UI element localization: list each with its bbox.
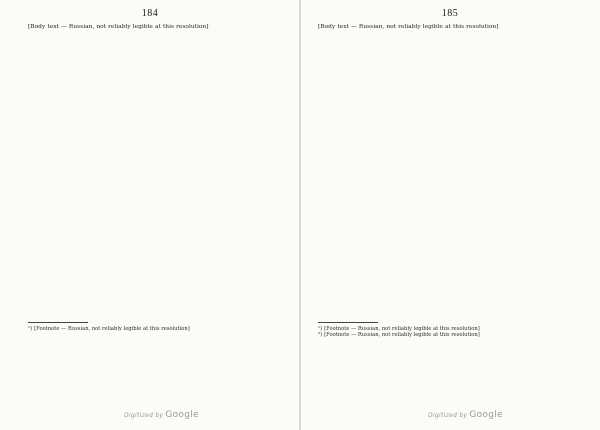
footnote-text: [Footnote — Russian, not reliably legible at this resolution] [324, 326, 480, 332]
google-watermark [428, 410, 503, 420]
page-body-text: [Body text — Russian, not reliably legible at this resolution] [318, 24, 499, 30]
footnote-marker: ¹) [28, 326, 33, 332]
watermark-prefix: Digitized by [124, 412, 164, 419]
footnotes [28, 326, 274, 332]
footnote-divider [318, 322, 378, 323]
footnote-text: [Footnote — Russian, not reliably legible at this resolution] [324, 332, 480, 339]
google-watermark [124, 410, 199, 420]
footnote-divider [28, 322, 88, 323]
footnotes [318, 326, 564, 339]
page-number: 184 [141, 8, 159, 19]
watermark-prefix: Digitized by [428, 412, 468, 419]
footnote [28, 326, 274, 332]
page-number: 185 [441, 8, 459, 19]
right-page [300, 0, 600, 430]
page-body-text: [Body text — Russian, not reliably legible at this resolution] [28, 24, 209, 30]
footnote-text: [Footnote — Russian, not reliably legible at this resolution] [34, 326, 190, 332]
watermark-brand: Google [165, 410, 199, 420]
footnote-marker: ¹) [318, 326, 323, 332]
footnote [318, 332, 564, 338]
watermark-brand: Google [469, 410, 503, 420]
footnote-marker: ²) [318, 332, 323, 339]
